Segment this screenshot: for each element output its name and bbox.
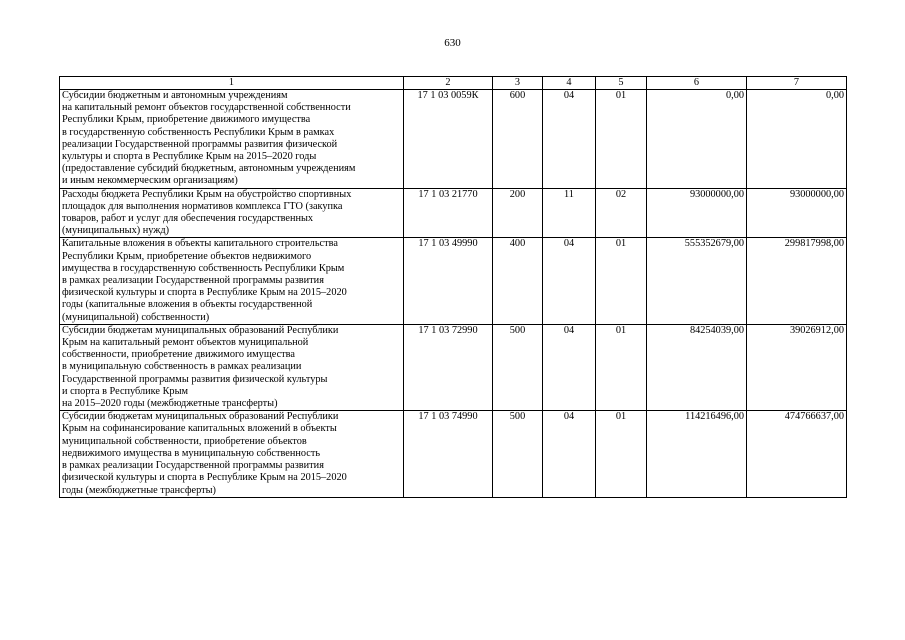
description-line: Капитальные вложения в объекты капитального строительства bbox=[62, 238, 338, 250]
description-line: в государственную собственность Республики Крым в рамках bbox=[62, 126, 335, 138]
description-line: Республики Крым, приобретение объектов недвижимого bbox=[62, 250, 312, 262]
section-code: 04 bbox=[543, 324, 596, 410]
amount-col-7: 474766637,00 bbox=[747, 411, 847, 497]
description-line: Субсидии бюджетам муниципальных образований Республики bbox=[62, 324, 339, 336]
description-line: муниципальной собственности, приобретение объектов bbox=[62, 435, 307, 447]
target-article-code: 17 1 03 74990 bbox=[404, 411, 493, 497]
header-cell: 6 bbox=[647, 77, 747, 90]
description-line: имущества в государственную собственность Республики Крым bbox=[62, 262, 345, 274]
description-line: физической культуры и спорта в Республике Крым на 2015–2020 bbox=[62, 287, 347, 299]
header-cell: 5 bbox=[596, 77, 647, 90]
amount-col-7: 93000000,00 bbox=[747, 188, 847, 238]
description-line: Субсидии бюджетным и автономным учреждениям bbox=[62, 90, 288, 101]
expense-type-code: 500 bbox=[493, 324, 543, 410]
subsection-code: 01 bbox=[596, 238, 647, 324]
row-description bbox=[60, 411, 404, 497]
amount-col-6: 84254039,00 bbox=[647, 324, 747, 410]
expense-type-code: 500 bbox=[493, 411, 543, 497]
amount-col-6: 114216496,00 bbox=[647, 411, 747, 497]
description-line: Субсидии бюджетам муниципальных образований Республики bbox=[62, 411, 339, 423]
amount-col-6: 555352679,00 bbox=[647, 238, 747, 324]
description-line: физической культуры и спорта в Республике Крым на 2015–2020 bbox=[62, 472, 347, 484]
row-description bbox=[60, 324, 404, 410]
description-line: товаров, работ и услуг для обеспечения государственных bbox=[62, 213, 314, 225]
subsection-code: 01 bbox=[596, 90, 647, 189]
description-line: реализации Государственной программы развития физической bbox=[62, 138, 338, 150]
description-line: собственности, приобретение движимого имущества bbox=[62, 349, 295, 361]
description-line: на 2015–2020 годы (межбюджетные трансферты) bbox=[62, 398, 278, 410]
section-code: 04 bbox=[543, 238, 596, 324]
description-line: Расходы бюджета Республики Крым на обустройство спортивных bbox=[62, 188, 352, 200]
description-line: в муниципальную собственность в рамках реализации bbox=[62, 361, 302, 373]
description-line: Государственной программы развития физической культуры bbox=[62, 373, 328, 385]
description-line: культуры и спорта в Республике Крым на 2015–2020 годы bbox=[62, 151, 317, 163]
section-code: 11 bbox=[543, 188, 596, 238]
header-cell: 4 bbox=[543, 77, 596, 90]
target-article-code: 17 1 03 21770 bbox=[404, 188, 493, 238]
target-article-code: 17 1 03 0059К bbox=[404, 90, 493, 189]
description-line: годы (межбюджетные трансферты) bbox=[62, 484, 216, 496]
description-line: площадок для выполнения нормативов комплекса ГТО (закупка bbox=[62, 200, 343, 212]
row-description bbox=[60, 188, 404, 238]
table-row bbox=[60, 188, 847, 238]
table-row bbox=[60, 411, 847, 497]
amount-col-6: 93000000,00 bbox=[647, 188, 747, 238]
description-line: Крым на софинансирование капитальных вложений в объекты bbox=[62, 423, 337, 435]
target-article-code: 17 1 03 72990 bbox=[404, 324, 493, 410]
description-line: в рамках реализации Государственной программы развития bbox=[62, 460, 324, 472]
amount-col-7: 39026912,00 bbox=[747, 324, 847, 410]
budget-table bbox=[59, 76, 847, 498]
description-line: Республики Крым, приобретение движимого имущества bbox=[62, 114, 311, 126]
page-number: 630 bbox=[444, 37, 461, 49]
table-row bbox=[60, 324, 847, 410]
description-line: Крым на капитальный ремонт объектов муниципальной bbox=[62, 337, 309, 349]
description-line: (муниципальной) собственности) bbox=[62, 311, 210, 323]
section-code: 04 bbox=[543, 411, 596, 497]
amount-col-6: 0,00 bbox=[647, 90, 747, 189]
subsection-code: 02 bbox=[596, 188, 647, 238]
expense-type-code: 400 bbox=[493, 238, 543, 324]
description-line: годы (капитальные вложения в объекты государственной bbox=[62, 299, 313, 311]
expense-type-code: 200 bbox=[493, 188, 543, 238]
section-code: 04 bbox=[543, 90, 596, 189]
table-row bbox=[60, 90, 847, 189]
table-row bbox=[60, 238, 847, 324]
header-cell: 1 bbox=[60, 77, 404, 90]
header-row bbox=[60, 77, 847, 90]
header-cell: 2 bbox=[404, 77, 493, 90]
description-line: на капитальный ремонт объектов государственной собственности bbox=[62, 102, 351, 114]
amount-col-7: 0,00 bbox=[747, 90, 847, 189]
row-description bbox=[60, 90, 404, 189]
description-line: и иным некоммерческим организациям) bbox=[62, 175, 238, 187]
description-line: (предоставление субсидий бюджетным, автономным учреждениям bbox=[62, 163, 356, 175]
subsection-code: 01 bbox=[596, 411, 647, 497]
row-description bbox=[60, 238, 404, 324]
description-line: (муниципальных) нужд) bbox=[62, 225, 170, 237]
amount-col-7: 299817998,00 bbox=[747, 238, 847, 324]
subsection-code: 01 bbox=[596, 324, 647, 410]
header-cell: 7 bbox=[747, 77, 847, 90]
description-line: недвижимого имущества в муниципальную собственность bbox=[62, 447, 321, 459]
description-line: и спорта в Республике Крым bbox=[62, 385, 189, 397]
target-article-code: 17 1 03 49990 bbox=[404, 238, 493, 324]
expense-type-code: 600 bbox=[493, 90, 543, 189]
header-cell: 3 bbox=[493, 77, 543, 90]
description-line: в рамках реализации Государственной программы развития bbox=[62, 275, 324, 287]
